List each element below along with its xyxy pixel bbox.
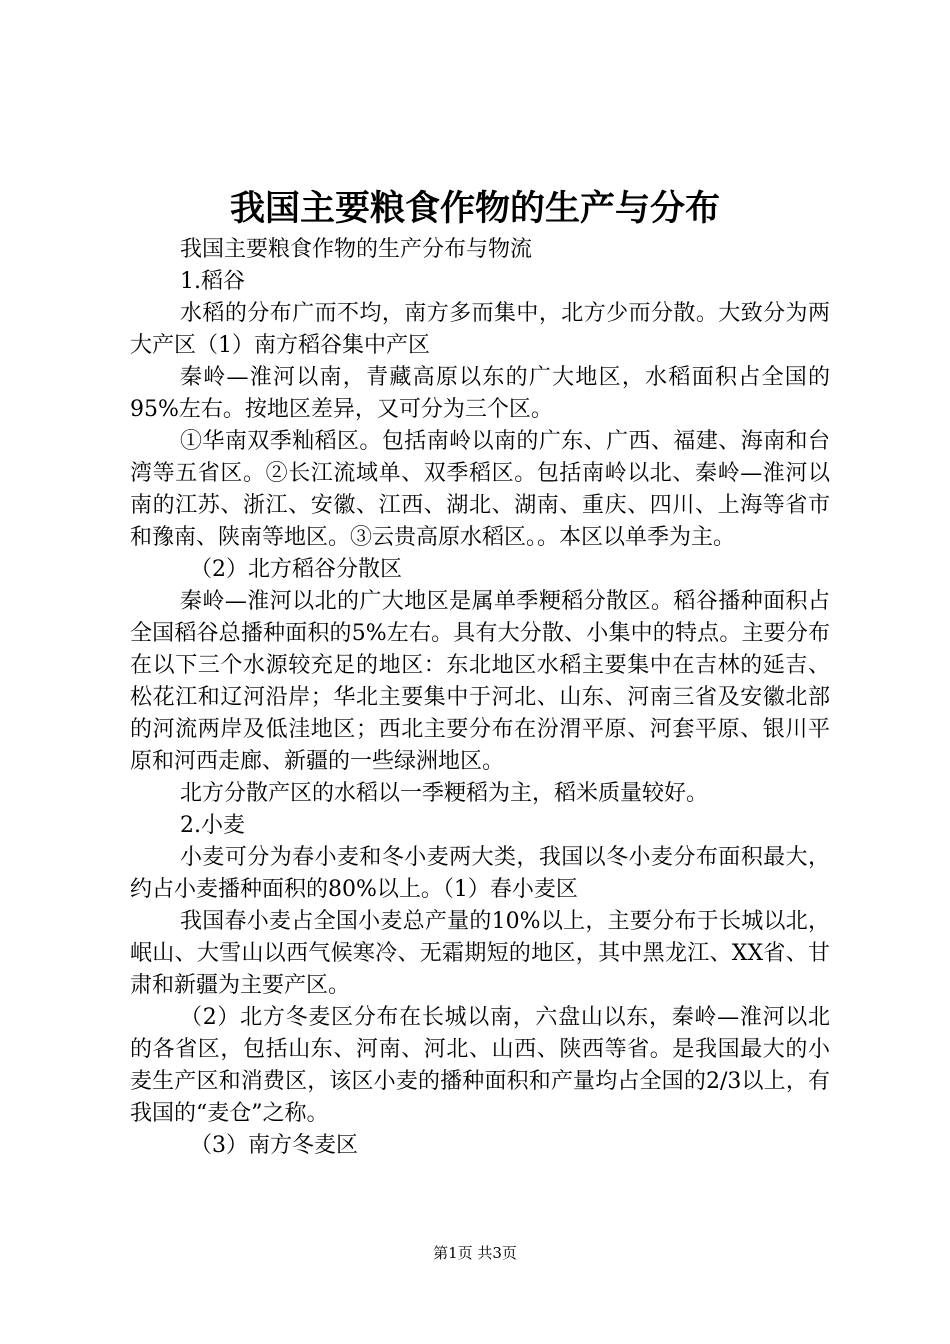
document-title: 我国主要粮食作物的生产与分布 — [229, 188, 720, 229]
paragraph-subtitle: 我国主要粮食作物的生产分布与物流 — [180, 237, 533, 262]
subheading-north-rice: （2）北方稻谷分散区 — [190, 557, 402, 582]
paragraph: 水稻的分布广而不均，南方多而集中，北方少而分散。大致分为两大产区（1）南方稻谷集中产区 — [130, 301, 830, 358]
heading-wheat: 2.小麦 — [180, 813, 245, 838]
paragraph: 北方分散产区的水稻以一季粳稻为主，稻米质量较好。 — [180, 781, 709, 806]
document-body — [130, 234, 830, 1162]
paragraph: 我国春小麦占全国小麦总产量的10%以上，主要分布于长城以北，岷山、大雪山以西气候寒冷、无霜期短的地区，其中黑龙江、XX省、甘肃和新疆为主要产区。 — [130, 909, 830, 998]
paragraph: ①华南双季籼稻区。包括南岭以南的广东、广西、福建、海南和台湾等五省区。②长江流域单、双季稻区。包括南岭以北、秦岭—淮河以南的江苏、浙江、安徽、江西、湖北、湖南、重庆、四川、上海等省市和豫南、陕南等地区。③云贵高原水稻区。。本区以单季为主。 — [130, 429, 830, 550]
page-footer: 第1页 共3页 — [433, 1244, 517, 1262]
paragraph: 小麦可分为春小麦和冬小麦两大类，我国以冬小麦分布面积最大，约占小麦播种面积的80%以上。（1）春小麦区 — [130, 845, 830, 902]
heading-rice: 1.稻谷 — [180, 269, 245, 294]
paragraph: （2）北方冬麦区分布在长城以南，六盘山以东，秦岭—淮河以北的各省区，包括山东、河南、河北、山西、陕西等省。是我国最大的小麦生产区和消费区，该区小麦的播种面积和产量均占全国的2/3以上，有我国的“麦仓”之称。 — [130, 1005, 830, 1126]
subheading-south-wheat: （3）南方冬麦区 — [190, 1133, 358, 1158]
paragraph: 秦岭—淮河以南，青藏高原以东的广大地区，水稻面积占全国的95%左右。按地区差异，又可分为三个区。 — [130, 365, 830, 422]
paragraph: 秦岭—淮河以北的广大地区是属单季粳稻分散区。稻谷播种面积占全国稻谷总播种面积的5%左右。具有大分散、小集中的特点。主要分布在以下三个水源较充足的地区：东北地区水稻主要集中在吉林的延吉、松花江和辽河沿岸；华北主要集中于河北、山东、河南三省及安徽北部的河流两岸及低洼地区；西北主要分布在汾渭平原、河套平原、银川平原和河西走廊、新疆的一些绿洲地区。 — [130, 589, 830, 774]
